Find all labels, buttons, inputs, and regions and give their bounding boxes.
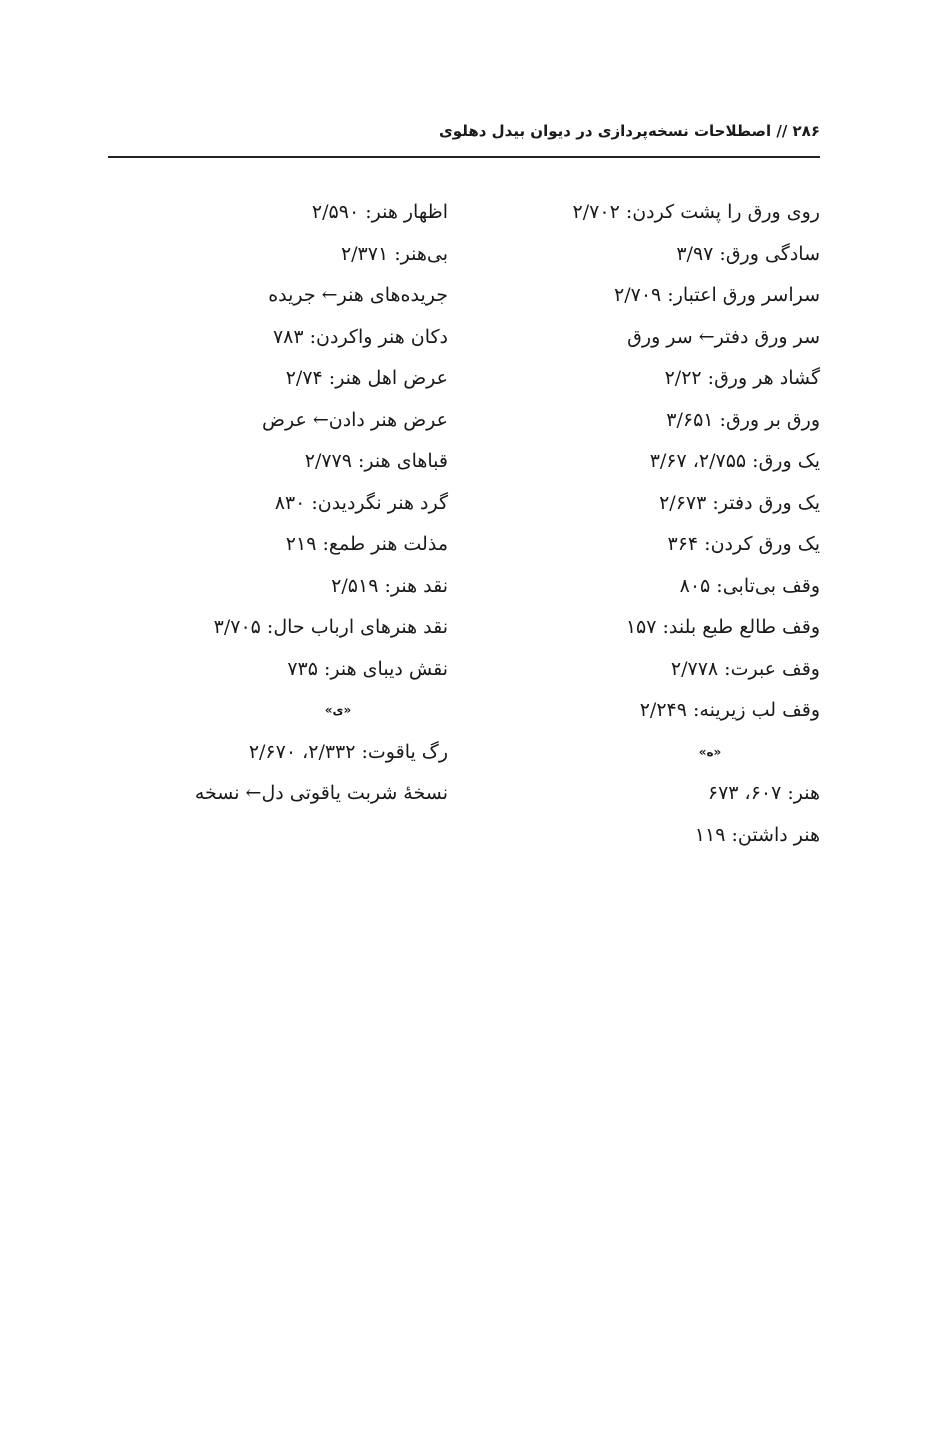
index-entry: جریده‌های هنر← جریده <box>268 284 448 306</box>
index-entry: هنر: ۶۰۷، ۶۷۳ <box>707 782 820 804</box>
index-entry: یک ورق دفتر: ۲/۶۷۳ <box>659 491 820 514</box>
index-entry: گشاد هر ورق: ۲/۲۲ <box>664 367 820 389</box>
index-column-right <box>490 192 820 856</box>
index-entry: گرد هنر نگردیدن: ۸۳۰ <box>274 491 448 514</box>
index-entry: دکان هنر واکردن: ۷۸۳ <box>272 325 448 348</box>
index-entry: سر ورق دفتر← سر ورق <box>627 325 820 348</box>
page-header <box>108 120 820 158</box>
section-heading-he: «ه» <box>698 744 722 759</box>
index-entry: نقش دیبای هنر: ۷۳۵ <box>287 657 448 680</box>
index-entry: هنر داشتن: ۱۱۹ <box>694 823 820 846</box>
index-column-left <box>118 192 448 815</box>
index-entry: وقف طالع طبع بلند: ۱۵۷ <box>625 616 820 638</box>
running-title: ۲۸۶ // اصطلاحات نسخه‌پردازی در دیوان بیدل دهلوی <box>439 122 820 140</box>
index-entry: قباهای هنر: ۲/۷۷۹ <box>304 450 448 472</box>
index-entry: نقد هنرهای ارباب حال: ۳/۷۰۵ <box>213 616 448 638</box>
index-entry: سراسر ورق اعتبار: ۲/۷۰۹ <box>614 284 820 306</box>
index-entry: نسخهٔ شربت یاقوتی دل← نسخه <box>194 782 448 804</box>
index-entry: وقف بی‌تابی: ۸۰۵ <box>679 574 820 597</box>
index-entry: وقف عبرت: ۲/۷۷۸ <box>670 657 820 680</box>
index-entry: نقد هنر: ۲/۵۱۹ <box>331 574 448 597</box>
index-entry: بی‌هنر: ۲/۳۷۱ <box>340 242 448 265</box>
index-entry: روی ورق را پشت کردن: ۲/۷۰۲ <box>572 201 820 223</box>
index-entry: اظهار هنر: ۲/۵۹۰ <box>311 201 448 223</box>
index-entry: عرض هنر دادن← عرض <box>261 408 448 431</box>
index-entry: سادگی ورق: ۳/۹۷ <box>676 242 820 265</box>
section-heading-ye: «ی» <box>324 703 352 717</box>
index-entry: وقف لب زیرینه: ۲/۲۴۹ <box>639 699 820 721</box>
index-entry: یک ورق: ۲/۷۵۵، ۳/۶۷ <box>649 450 820 472</box>
index-entry: عرض اهل هنر: ۲/۷۴ <box>285 367 448 389</box>
index-entry: مذلت هنر طمع: ۲۱۹ <box>285 533 448 555</box>
index-entry: رگ یاقوت: ۲/۳۳۲، ۲/۶۷۰ <box>248 740 448 763</box>
index-entry: یک ورق کردن: ۳۶۴ <box>667 533 820 555</box>
index-entry: ورق بر ورق: ۳/۶۵۱ <box>666 408 820 431</box>
